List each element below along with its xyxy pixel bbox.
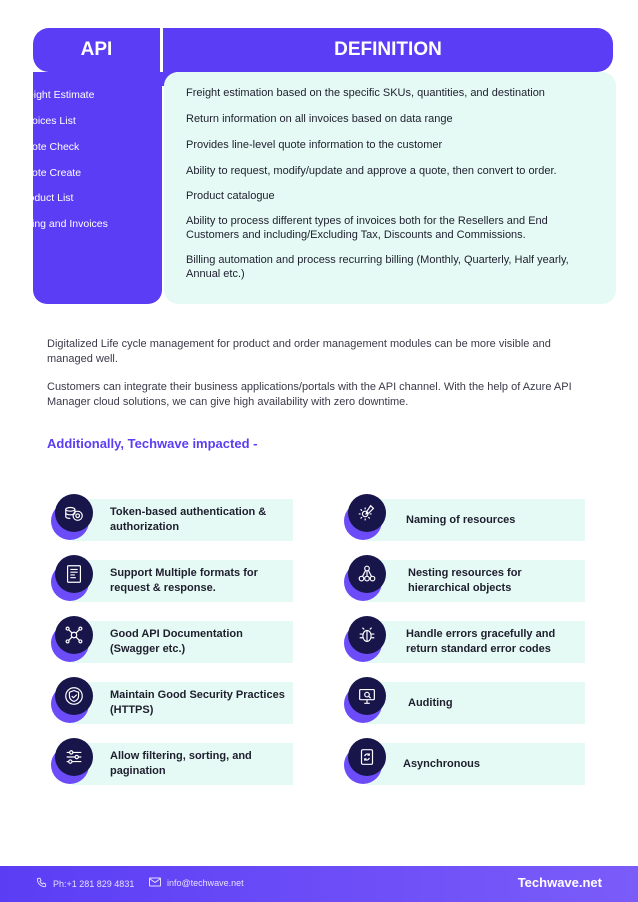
document-formats-icon [51,555,95,603]
api-item: Billing and Invoices [18,218,108,230]
definition-item: Ability to request, modify/update and approve a quote, then convert to order. [186,165,557,177]
security-shield-icon [51,677,95,725]
email-address[interactable]: info@techwave.net [167,878,244,888]
async-sync-icon [344,738,388,786]
api-column-header: API [33,28,160,72]
definition-item: Provides line-level quote information to the customer [186,139,443,151]
definition-item: Product catalogue [186,190,275,202]
hierarchy-nodes-icon [344,555,388,603]
api-item: Invoices List [18,115,76,127]
feature-label: Good API Documentation (Swagger etc.) [110,628,243,655]
api-item: Quote Check [18,141,80,153]
feature-label: Auditing [408,696,453,709]
feature-label: Nesting resources for hierarchical objects [408,567,522,594]
api-item: Quote Create [18,167,82,179]
feature-label: Maintain Good Security Practices (HTTPS) [110,689,285,716]
feature-label: Naming of resources [406,513,516,526]
definition-item: Billing automation and process recurring billing (Monthly, Quarterly, Half yearly, Annual etc.) [186,254,569,280]
definition-item: Return information on all invoices based on data range [186,113,453,125]
gear-pen-icon [344,494,388,542]
token-coins-icon [51,494,95,542]
api-item: Product List [18,192,74,204]
feature-label: Asynchronous [403,757,481,770]
phone-number: Ph:+1 281 829 4831 [53,878,135,889]
impact-heading: Additionally, Techwave impacted - [47,436,258,451]
feature-label: Handle errors gracefully and return standard error codes [406,628,556,655]
brand-link[interactable]: Techwave.net [517,875,602,890]
feature-label: Support Multiple formats for request & response. [110,567,258,594]
footer-phone [36,877,134,890]
audit-monitor-icon [344,677,388,725]
definition-item: Ability to process different types of invoices both for the Resellers and End Customers and including/Excluding Tax, Discounts and Commissions. [186,215,548,241]
footer-email[interactable] [149,877,244,889]
page-footer [0,866,638,902]
api-item: Freight Estimate [18,89,95,101]
mail-icon [149,877,161,889]
error-bug-icon [344,616,388,664]
filter-sliders-icon [51,738,95,786]
feature-label: Token-based authentication & authorization [110,506,267,533]
definition-item: Freight estimation based on the specific SKUs, quantities, and destination [186,87,545,99]
phone-icon [36,877,47,890]
feature-label: Allow filtering, sorting, and pagination [110,750,252,777]
api-list-panel [33,72,162,304]
intro-paragraph: Digitalized Life cycle management for product and order management modules can be more visible and managed well. [47,338,551,365]
intro-paragraph: Customers can integrate their business applications/portals with the API channel. With the help of Azure API Manager cloud solutions, we can give high availability with zero downtime. [47,381,572,408]
network-docs-icon [51,616,95,664]
definition-column-header: DEFINITION [163,28,613,72]
